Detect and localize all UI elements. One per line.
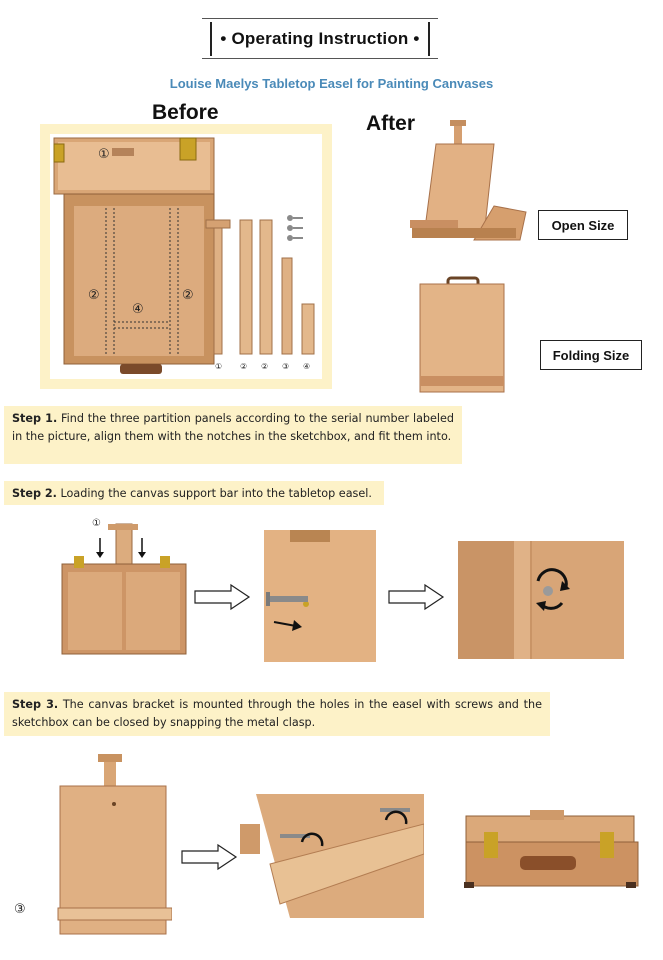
title-rule-top [202,18,438,19]
open-sketchbox-illustration [50,134,322,379]
step-1-number: Step 1. [12,412,58,425]
folded-easel-photo [418,276,508,398]
step-3-text: The canvas bracket is mounted through the holes in the easel with screws and the sketchbox can be closed by snapping the metal clasp. [12,698,542,729]
step-1-text: Find the three partition panels according to the serial number labeled in the picture, align them with the notches in the sketchbox, and fit them into. [12,412,454,443]
part-label-2a: ② [240,362,248,371]
step2-marker-1: ① [92,518,101,529]
right-arrow-icon [180,843,238,871]
step2-easel-loading-photo [60,520,188,656]
folding-size-label: Folding Size [540,340,642,370]
before-frame [40,124,332,389]
step3-closed-easel-photo [40,752,172,938]
step3-closed-box-photo [460,806,640,890]
step-2-number: Step 2. [12,487,57,500]
step-3 [4,692,550,736]
right-arrow-icon [387,583,445,611]
marker-4: ④ [132,302,144,317]
marker-1: ① [98,147,110,162]
step-2 [4,481,384,505]
marker-2-right: ② [182,288,194,303]
step2-bolt-tighten-photo [458,541,624,659]
marker-2-left: ② [88,288,100,303]
after-label: After [366,112,416,135]
step-1 [4,406,462,464]
title-rule-bottom [202,58,438,59]
step-2-text: Loading the canvas support bar into the tabletop easel. [56,487,372,500]
before-photo [50,134,322,379]
step3-bracket-screws-photo [240,794,424,918]
part-label-4: ④ [303,362,311,371]
part-label-1: ① [215,362,223,371]
open-easel-photo [404,116,530,248]
title-block [202,18,438,58]
right-arrow-icon [193,583,251,611]
page-title: • Operating Instruction • [210,22,430,56]
part-label-3: ③ [282,362,290,371]
product-subtitle: Louise Maelys Tabletop Easel for Painting Canvases [169,76,494,91]
step2-bolt-insert-photo [264,530,376,662]
part-label-2b: ② [261,362,269,371]
step3-marker-3: ③ [14,902,26,917]
before-label: Before [152,101,219,124]
step-3-number: Step 3. [12,698,59,711]
open-size-label: Open Size [538,210,628,240]
